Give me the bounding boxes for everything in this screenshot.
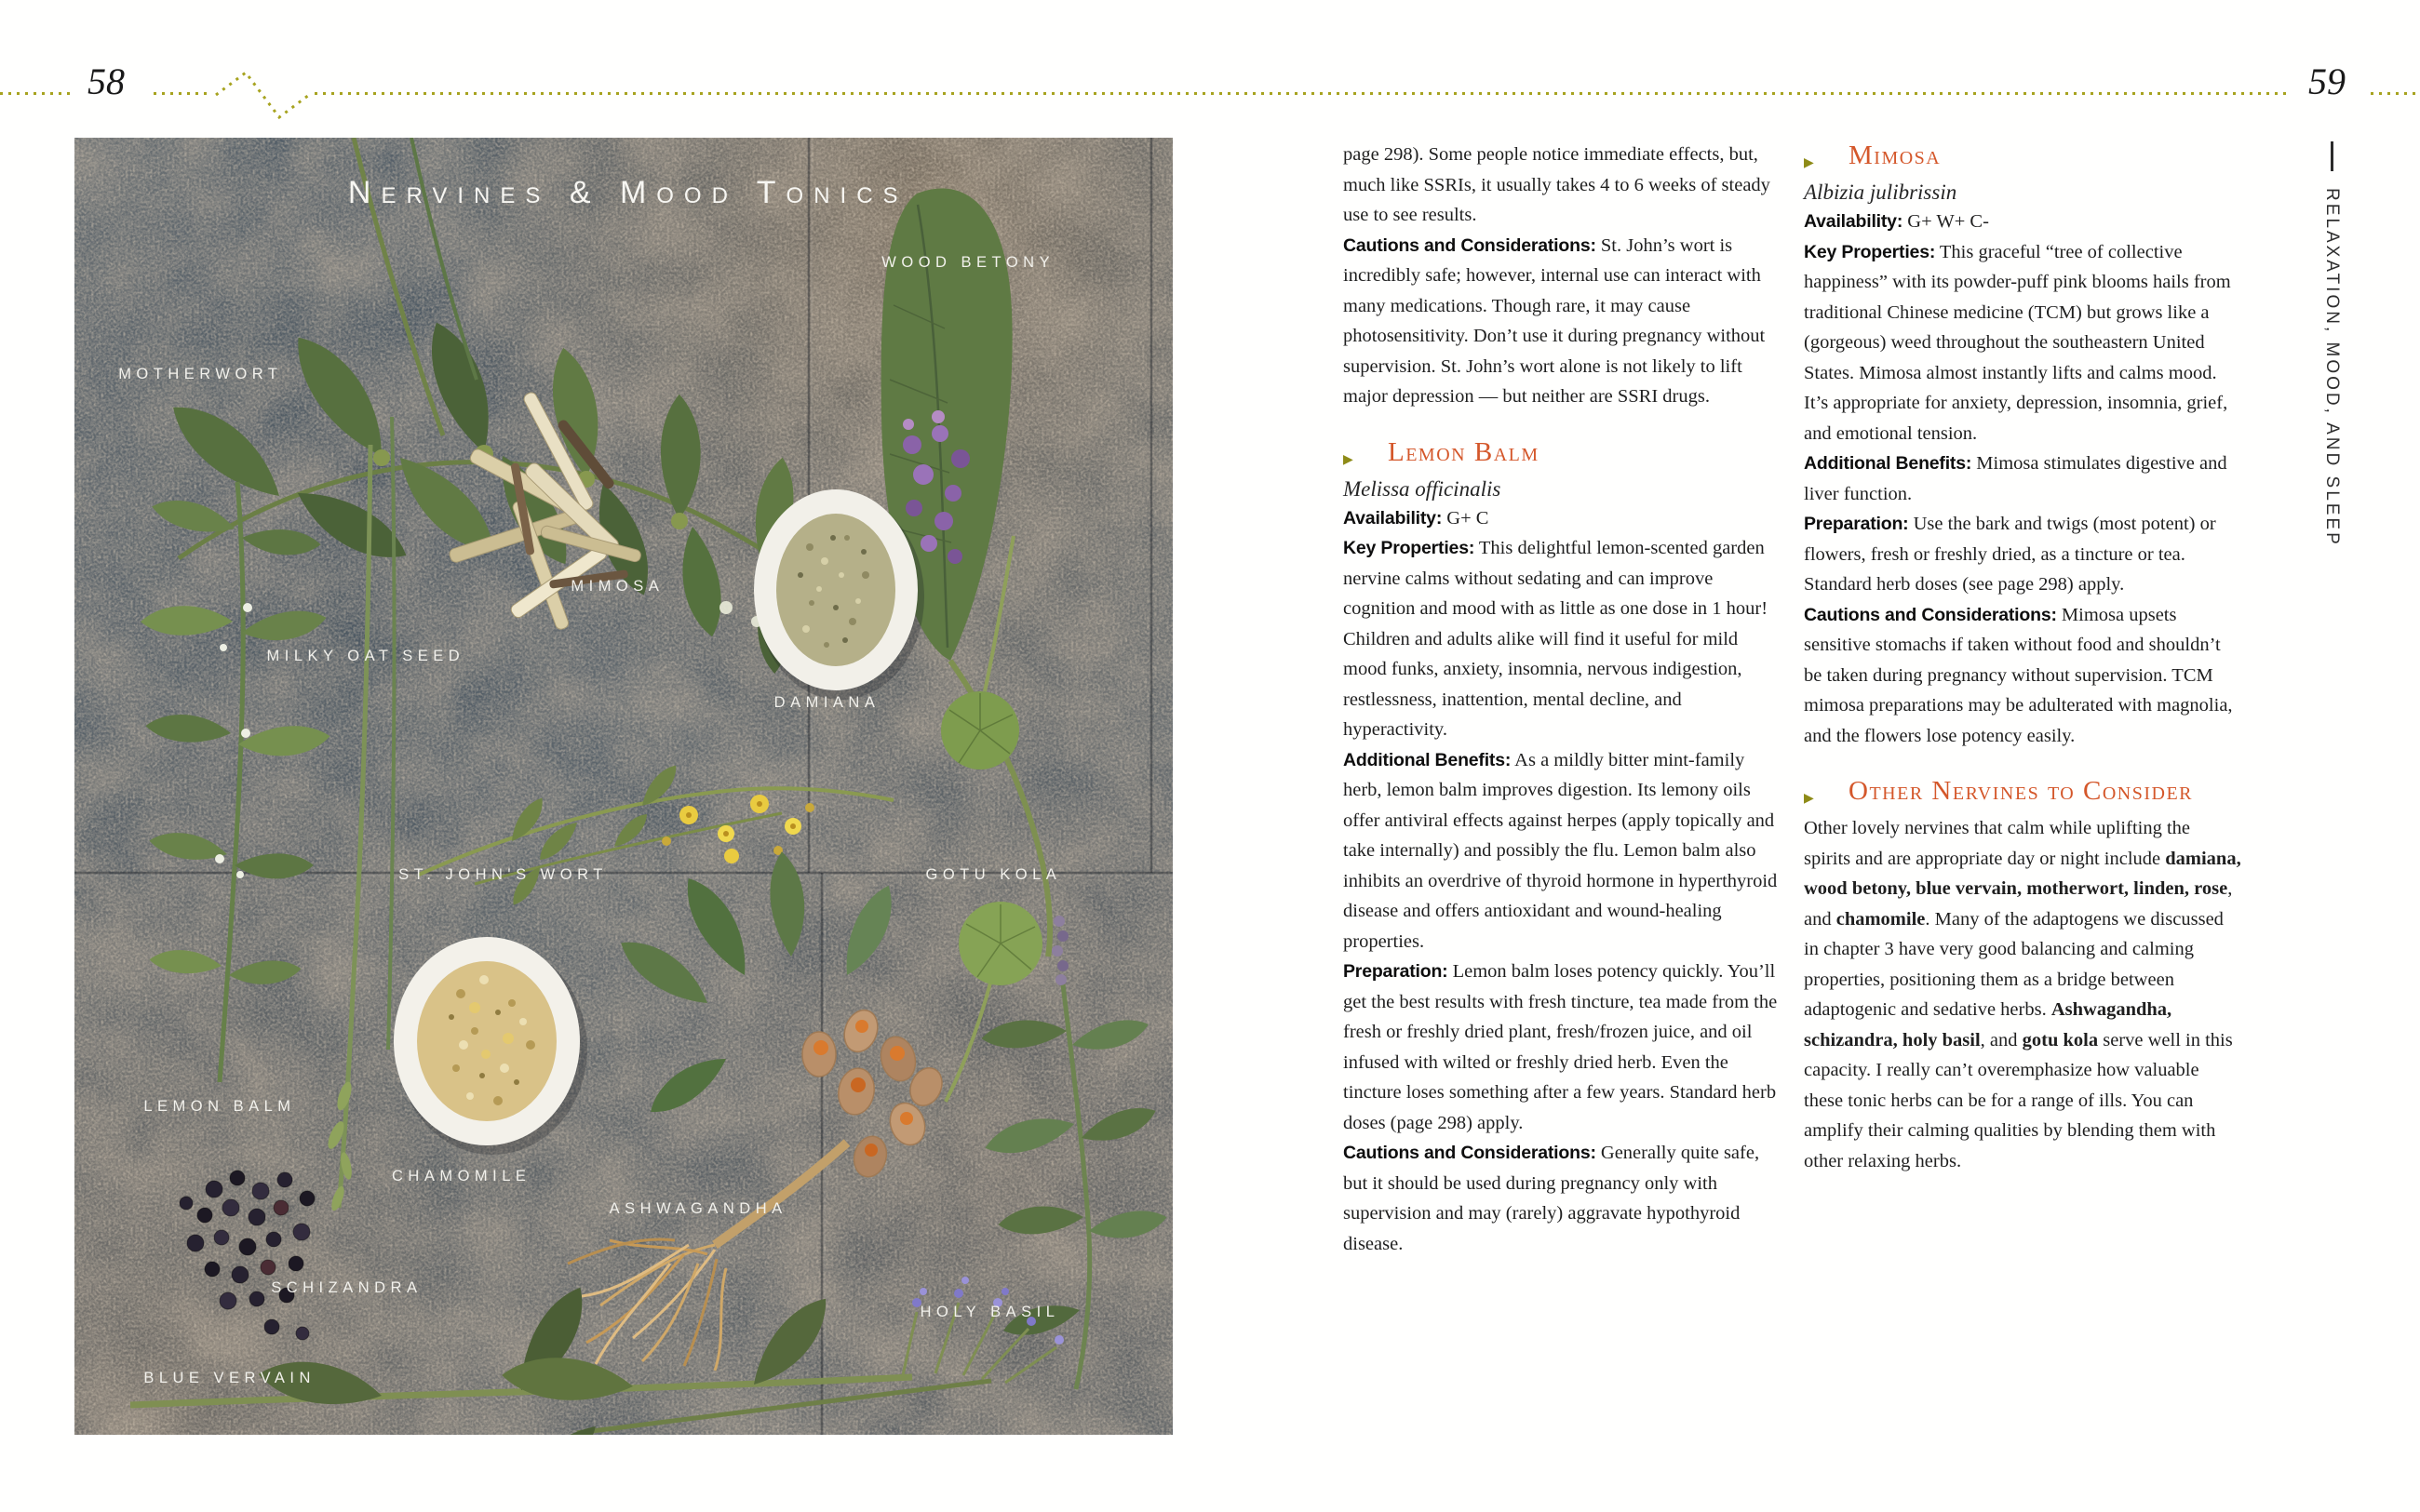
body-paragraph <box>1343 1138 1781 1259</box>
paragraph-text: . Many of the adaptogens we discussed in chapter 3 have very good balancing and calming properties, positioning them as a bridge between adaptogenic and sedative herbs. <box>1804 908 2224 1020</box>
paragraph-lead-in: Preparation: <box>1804 514 1909 534</box>
paragraph-lead-in: Cautions and Considerations: <box>1343 1143 1596 1163</box>
species-name: Albizia julibrissin <box>1804 181 1957 204</box>
triangle-bullet-icon: ▶ <box>1804 156 1814 170</box>
herb-heading-label: Other Nervines to Consider <box>1849 776 2194 806</box>
paragraph-text: Mimosa upsets sensitive stomachs if taken without food and shouldn’t be taken during pregnancy without supervision. TCM mimosa preparations may be adulterated with magnolia, and the flowers lose potency easily. <box>1804 604 2233 746</box>
dotted-rule <box>2371 92 2420 95</box>
paragraph-text: Mimosa stimulates digestive and liver function. <box>1804 453 2227 504</box>
paragraph-text: , and <box>1804 878 2233 930</box>
dotted-rule <box>0 92 73 95</box>
body-paragraph <box>1804 600 2241 752</box>
paragraph-lead-in: Availability: <box>1343 507 1443 529</box>
photo-label-blue-vervain: BLUE VERVAIN <box>143 1370 316 1387</box>
photo-label-motherwort: MOTHERWORT <box>118 366 283 383</box>
paragraph-lead-in: Key Properties: <box>1343 538 1475 558</box>
paragraph-text: Other lovely nervines that calm while uplifting the spirits and are appropriate day or night include <box>1804 818 2191 869</box>
sidebar-divider <box>2331 141 2333 171</box>
photo-label-wood-betony: WOOD BETONY <box>881 254 1055 272</box>
paragraph-text: G+ C <box>1442 507 1489 529</box>
herb-heading-label: Mimosa <box>1849 140 1942 170</box>
paragraph-lead-in: Cautions and Considerations: <box>1343 234 1596 256</box>
photo-label-lemon-balm: LEMON BALM <box>143 1097 296 1115</box>
dotted-rule <box>315 92 2292 95</box>
photo-label-st-john-s-wort: ST. JOHN'S WORT <box>398 866 608 884</box>
paragraph-text: Ashwagandha, schizandra, holy basil <box>1804 999 2172 1050</box>
chapter-sidebar <box>2321 141 2342 547</box>
body-paragraph <box>1343 231 1781 412</box>
chapter-label: RELAXATION, MOOD, AND SLEEP <box>2322 188 2342 547</box>
body-paragraph <box>1804 448 2241 509</box>
paragraph-text: This delightful lemon-scented garden nervine calms without sedating and can improve cognition and mood with as little as one dose in 1 hour! Children and adults alike will find it useful for mild mood funks, anxiety, insomnia, nervous indigestion, restlessness, inattention, mental decline, and hyperactivity. <box>1343 538 1768 740</box>
body-paragraph <box>1804 237 2241 449</box>
photo-label-milky-oat-seed: MILKY OAT SEED <box>266 647 465 664</box>
species-name: Melissa officinalis <box>1343 476 1501 501</box>
photo-label-ashwagandha: ASHWAGANDHA <box>609 1199 787 1217</box>
body-paragraph <box>1343 503 1781 534</box>
body-paragraph <box>1804 207 2241 237</box>
herb-heading <box>1804 775 2241 807</box>
body-paragraph <box>1343 957 1781 1138</box>
paragraph-text: This graceful “tree of collective happiness” with its powder-puff pink blooms hails from traditional Chinese medicine (TCM) but grows like a (gorgeous) weed throughout the southeastern United States. Mimosa almost instantly lifts and calms mood. It’s appropriate for anxiety, depression, insomnia, grief, and emotional tension. <box>1804 241 2231 444</box>
paragraph-lead-in: Preparation: <box>1343 961 1448 982</box>
paragraph-text: , and <box>1980 1029 2023 1050</box>
paragraph-text: gotu kola <box>2022 1029 2099 1050</box>
photo-label-gotu-kola: GOTU KOLA <box>925 866 1062 884</box>
body-paragraph <box>1804 509 2241 600</box>
paragraph-text: damiana, wood betony, blue vervain, motherwort, linden, rose <box>1804 848 2241 899</box>
body-paragraph <box>1343 140 1781 231</box>
paragraph-text: chamomile <box>1835 908 1926 930</box>
paragraph-text: Generally quite safe, but it should be used during pregnancy only with supervision and may (rarely) aggravate hypothyroid disease. <box>1343 1143 1760 1254</box>
paragraph-text: Use the bark and twigs (most potent) or flowers, fresh or freshly dried, as a tincture or tea. Standard herb doses (see page 298) apply. <box>1804 514 2216 595</box>
triangle-bullet-icon: ▶ <box>1804 792 1814 806</box>
herb-photo <box>74 138 1173 1435</box>
paragraph-lead-in: Key Properties: <box>1804 241 1936 262</box>
herb-heading-label: Lemon Balm <box>1388 436 1539 467</box>
body-paragraph <box>1343 533 1781 745</box>
pulse-zigzag-icon <box>212 65 315 125</box>
paragraph-text: G+ W+ C- <box>1902 211 1989 232</box>
paragraph-lead-in: Additional Benefits: <box>1804 453 1972 474</box>
column-2 <box>1804 140 2241 1176</box>
herb-photo-art <box>74 138 1173 1435</box>
paragraph-text: St. John’s wort is incredibly safe; however, internal use can interact with many medications. Though rare, it may cause photosensitivity. Don’t use it during pregnancy without supervision. St. John’s wort alone is not likely to lift major depression — but neither are SSRI drugs. <box>1343 234 1766 407</box>
body-paragraph <box>1343 745 1781 957</box>
triangle-bullet-icon: ▶ <box>1343 452 1353 467</box>
photo-label-chamomile: CHAMOMILE <box>392 1167 531 1184</box>
paragraph-lead-in: Availability: <box>1804 211 1903 232</box>
column-1 <box>1343 140 1781 1259</box>
photo-label-damiana: DAMIANA <box>773 694 881 712</box>
paragraph-text: As a mildly bitter mint-family herb, lemon balm improves digestion. Its lemony oils offer antiviral effects against herpes (apply topically and take internally) and possibly the flu. Lemon balm also inhibits an overdrive of thyroid hormone in hyperthyroid disease and offers antioxidant and wound-healing properties. <box>1343 749 1778 952</box>
herb-heading <box>1343 436 1781 468</box>
paragraph-lead-in: Cautions and Considerations: <box>1804 604 2057 625</box>
photo-title: Nervines & Mood Tonics <box>347 175 908 211</box>
paragraph-text: serve well in this capacity. I really can’t overemphasize how valuable these tonic herbs can be for a range of ills. You can amplify their calming qualities by blending them with other relaxing herbs. <box>1804 1029 2233 1171</box>
herb-heading <box>1804 140 2241 171</box>
body-paragraph <box>1804 813 2241 1176</box>
paragraph-text: Lemon balm loses potency quickly. You’ll get the best results with fresh tincture, tea made from the fresh or freshly dried plant, fresh/frozen juice, and oil infused with wilted or freshly dried herb. Even the tincture loses something after a few years. Standard herb doses (page 298) apply. <box>1343 961 1778 1133</box>
page-number-right: 59 <box>2308 60 2346 102</box>
photo-label-schizandra: SCHIZANDRA <box>271 1278 423 1296</box>
dotted-rule <box>154 92 212 95</box>
paragraph-text: page 298). Some people notice immediate effects, but, much like SSRIs, it usually takes 4 to 6 weeks of steady use to see results. <box>1343 144 1770 225</box>
photo-label-holy-basil: HOLY BASIL <box>920 1304 1060 1321</box>
photo-label-mimosa: MIMOSA <box>571 577 665 595</box>
page-number-left: 58 <box>87 60 125 102</box>
paragraph-lead-in: Additional Benefits: <box>1343 749 1512 770</box>
